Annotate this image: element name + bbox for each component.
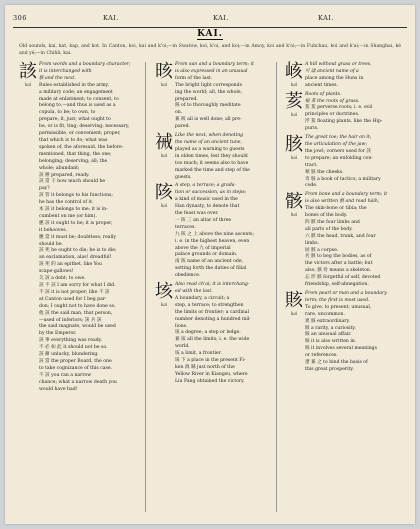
definition-line: this great prosperity. xyxy=(305,366,354,372)
entry-romanization: kai xyxy=(24,82,32,87)
entry-character xyxy=(17,62,39,394)
definition-line: 賅 it is also written in. xyxy=(305,339,357,345)
definition-line: Roots of plants. xyxy=(305,91,342,97)
entry-character xyxy=(153,183,175,280)
definition-line: 兼 垓 all the limits; i. e. the wide xyxy=(175,337,250,343)
entry-character xyxy=(283,135,305,190)
definition-line: 賅 an unusual affair. xyxy=(305,332,352,338)
definition-line: 駭 and the next. xyxy=(39,75,76,81)
definition-line: term; the first is most used. xyxy=(305,297,370,303)
entry-glyph: 該 xyxy=(19,61,37,82)
definition-line: 一 陔 三 an altar of three xyxy=(175,217,232,223)
definition-line: 忘 形 骸 forgetful of self, devoted xyxy=(305,275,381,281)
entry-character xyxy=(283,291,305,374)
header-rule xyxy=(13,27,407,28)
definition-line: prepared. xyxy=(175,96,198,102)
definition-line: it behooves. xyxy=(39,227,68,233)
dictionary-page xyxy=(5,5,415,524)
definition-line: principles or doctrines. xyxy=(305,112,360,118)
definition-line: tract. xyxy=(305,162,318,168)
definition-line: 荄 荄 perverse roots; i. e. evil xyxy=(305,105,373,111)
dictionary-entry xyxy=(283,291,401,374)
definition-line: 本 該 it belongs to me; it is in- xyxy=(39,207,108,213)
entry-glyph: 賅 xyxy=(285,290,303,311)
definition-line: setting forth the duties of filial xyxy=(175,266,247,272)
entry-character xyxy=(283,62,305,90)
definition-line: ancient times. xyxy=(305,82,338,88)
definition-line: Like the next, when denoting xyxy=(175,133,244,139)
definition-line: the articulation of the jaw; xyxy=(305,141,368,147)
definition-line: 欠 該 a debt; to owe. xyxy=(39,276,86,282)
definition-line: copula, to be; to own, to xyxy=(39,110,96,116)
entry-character xyxy=(283,92,305,133)
definition-line: 遼 兼 之 to bind the basis of xyxy=(305,360,368,366)
definition-line: above the 九 of imperial xyxy=(175,245,231,251)
dictionary-entry xyxy=(283,62,401,90)
entry-glyph: 胲 xyxy=(285,134,303,156)
entry-romanization: kai xyxy=(290,311,298,316)
definition-line: 名 骸 to beg the bodies, as of xyxy=(305,254,372,260)
definition-line: 該 死 的 an epithet, like You xyxy=(39,262,102,268)
dictionary-entry xyxy=(153,62,271,131)
definition-line: —used of inferiors; 該 兵 該 xyxy=(39,317,102,323)
definition-line: an exclamation, alas! dreadful! xyxy=(39,255,112,261)
definition-line: i. e. in the highest heaven, even xyxy=(175,238,250,244)
definition-line: Also read ch'ai; it is interchang- xyxy=(175,282,250,288)
definition-line: 奇 胲 a book of tactics; a military xyxy=(305,176,381,182)
entry-definition xyxy=(305,291,401,374)
column-1 xyxy=(17,62,135,396)
definition-line: limbs. xyxy=(305,240,320,246)
definition-line: all parts of the body. xyxy=(305,226,353,232)
definition-line: to take cognizance of this case. xyxy=(39,365,113,371)
definition-line: is also expressed in an unusual xyxy=(175,68,248,74)
definition-line: 垓 下 a place in the present Fi- xyxy=(175,358,246,364)
definition-line: From bone and a boundary term; it xyxy=(305,192,388,198)
definition-line: 不 該 it is not proper; like 不 該 xyxy=(39,289,110,295)
definition-line: 屍 骸 a corpse. xyxy=(305,247,339,253)
definition-line: the victors after a battle; but xyxy=(305,261,373,267)
definition-line: 異 賅 extraordinary. xyxy=(305,318,350,324)
entry-character xyxy=(153,282,175,386)
dictionary-entry xyxy=(283,135,401,190)
entry-definition xyxy=(175,62,271,131)
entry-romanization: kai xyxy=(290,155,298,161)
section-title xyxy=(5,29,415,40)
definition-line: belong to,—and thus is used as a xyxy=(39,103,116,109)
entry-glyph: 峐 xyxy=(285,61,303,82)
dictionary-entry xyxy=(17,62,135,394)
definition-line: whole; abundant; xyxy=(39,165,80,171)
definition-line: don; I ought not to have done so. xyxy=(39,303,116,309)
definition-line: ken 滇 縣 just north of the xyxy=(175,364,235,370)
definition-line: made at enlistment; to consent, to xyxy=(39,96,119,102)
definition-line: obedience. xyxy=(175,273,201,279)
definition-line: 該 死 he ought to die; he is to die; xyxy=(39,248,117,254)
dictionary-entry xyxy=(153,133,271,181)
definition-line: played as a warning to guests xyxy=(175,146,245,152)
dictionary-entry xyxy=(283,92,401,133)
entry-glyph: 祴 xyxy=(155,132,173,154)
definition-line: spoken of, the aforesaid, the before- xyxy=(39,144,124,150)
entry-definition xyxy=(305,135,401,190)
entry-definition xyxy=(305,62,401,90)
definition-line: rare, uncommon. xyxy=(305,311,345,317)
entry-definition xyxy=(305,192,401,289)
column-divider xyxy=(276,62,277,512)
definition-line: place among the Huns in xyxy=(305,75,364,81)
definition-line: 九 陔 之 上 above the nine ascents; xyxy=(175,231,255,237)
definition-line: ing the world; all, the whole, xyxy=(175,89,243,95)
entry-glyph: 骸 xyxy=(285,191,303,213)
dictionary-entry xyxy=(283,192,401,289)
definition-line: 頰 胲 the cheeks. xyxy=(305,169,344,175)
definition-line: to prepare; an enfolding con- xyxy=(305,155,373,161)
dictionary-entry xyxy=(153,183,271,280)
definition-line: 賅 it involves several meanings xyxy=(305,346,377,352)
definition-line: that which is to do; what was xyxy=(39,137,108,143)
entry-romanization: kai xyxy=(160,302,168,308)
definition-line: palace grounds or domain. xyxy=(175,252,238,258)
definition-line: 南 陔 name of an ancient ode, xyxy=(175,259,244,265)
definition-line: guests. xyxy=(175,174,192,180)
definition-line: at Canton used for I beg par- xyxy=(39,296,107,302)
definition-line: a military code; an engagement xyxy=(39,89,113,95)
entry-glyph: 陔 xyxy=(155,182,173,204)
entry-romanization: kai xyxy=(160,82,168,87)
section-title-text: KAI. xyxy=(197,29,223,39)
definition-line: the said magnate, would be used xyxy=(39,324,116,330)
definition-line: Han dynasty, to denote that xyxy=(175,204,240,210)
definition-line: 垓 a degree; a step or ledge. xyxy=(175,330,241,336)
definition-line: be, or is fit, ting; deserving; necessary, xyxy=(39,124,130,130)
definition-line: cumbent on me (or him). xyxy=(39,213,97,219)
definition-line: step, a terrace; to strengthen xyxy=(175,302,244,308)
definition-line: 浮 荄 floating plants, like the Hip- xyxy=(305,119,383,125)
definition-line: lions. xyxy=(175,323,188,329)
definition-line: From words and a boundary character; it is interchanged with xyxy=(39,62,131,74)
definition-line: world. xyxy=(175,344,190,350)
definition-line: To give, to present; unusual, xyxy=(305,304,372,310)
definition-line: on. xyxy=(175,110,183,116)
definition-line: 晐 of to thoroughly meditate xyxy=(175,103,241,109)
definition-line: 該 漸 unlucky, blundering. xyxy=(39,352,99,358)
definition-line: 不 該 you ran a narrow xyxy=(39,372,92,378)
definition-line: 賅 a rarity, a curiosity. xyxy=(305,325,356,331)
definition-line: 該 不 該 I am sorry for what I did. xyxy=(39,283,116,288)
definition-line: puris. xyxy=(305,126,319,132)
definition-line: From sun and a boundary term; it xyxy=(175,62,254,67)
entry-definition xyxy=(175,133,271,181)
definition-line: or references. xyxy=(305,353,338,359)
definition-line: 六 骸 the head, trunk, and four xyxy=(305,233,376,239)
dictionary-entry xyxy=(153,282,271,386)
definition-line: The bright light corresponds xyxy=(175,82,242,88)
definition-line: The skin-bone or tibia; the xyxy=(305,206,367,212)
entry-romanization: kai xyxy=(290,82,298,87)
definition-line: marked the time and step of the xyxy=(175,167,250,173)
entry-definition xyxy=(305,92,401,133)
definition-line: by the Emperor. xyxy=(39,331,77,337)
definition-line: 應 當 it must be; doubtless; really xyxy=(39,234,117,240)
definition-line: 該 當 the proper Board, the one xyxy=(39,358,112,364)
definition-line: the limits or frontier; a cardinal xyxy=(175,309,249,315)
definition-line: pared. xyxy=(175,124,190,130)
definition-line: Yellow River in Kiangsu, where xyxy=(175,371,248,377)
definition-line: 四 骸 the four limbs and xyxy=(305,219,360,225)
definition-line: The great toe; the hair on it; xyxy=(305,135,372,141)
definition-line: 該 事 everything was ready. xyxy=(39,338,103,344)
entry-romanization: kai xyxy=(160,203,168,209)
definition-line: A boundary, a circuit; a xyxy=(175,295,230,301)
definition-line: should be. xyxy=(39,241,64,247)
header-col1: KAI. xyxy=(103,14,119,22)
column-2 xyxy=(153,62,271,388)
running-header xyxy=(13,14,407,26)
definition-line: 根 荄 the roots of grass. xyxy=(305,98,360,104)
page-number: 306 xyxy=(13,14,27,22)
definition-line: From pearl or man and a boundary xyxy=(305,291,387,296)
entry-romanization: hai xyxy=(290,212,298,218)
definition-line: A hill without grass or trees. xyxy=(305,62,372,67)
definition-line: Rules established in the army, xyxy=(39,82,110,88)
definition-line: A step, a terrace; a grada- xyxy=(175,183,237,189)
definition-line: 不 必 如 此 it should not be so. xyxy=(39,345,108,351)
definition-line: tion or succession, as in steps; xyxy=(175,190,247,196)
entry-romanization: kai xyxy=(160,153,168,159)
entry-romanization: kai xyxy=(290,111,298,117)
definition-line: friendship, self-abnegation. xyxy=(305,282,369,288)
definition-line: scape-gallows! xyxy=(39,269,74,275)
definition-line: terraces. xyxy=(175,224,196,230)
column-divider xyxy=(145,62,146,512)
definition-line: 該 管 it belongs to his functions; xyxy=(39,193,113,199)
definition-line: 該 辦 prepared, ready. xyxy=(39,172,90,178)
definition-line: pay? xyxy=(39,186,50,192)
definition-line: 該 當 干 how much should be xyxy=(39,179,106,185)
definition-line: he has the control of it. xyxy=(39,200,94,206)
definition-line: the jowl; corners used for 該 xyxy=(305,148,371,154)
definition-line: form of the last. xyxy=(175,75,213,81)
definition-line: 應 該 it ought to be; it is proper, xyxy=(39,220,113,226)
definition-line: chance; what a narrow death you xyxy=(39,379,117,385)
definition-line: in olden times, lest they should xyxy=(175,153,248,159)
entry-character xyxy=(153,62,175,131)
definition-line: code. xyxy=(305,183,318,189)
old-sounds-note: Old sounds, kai, kat, kap, and kot. In Canton, koi, kai and k'oi;—in Swatow, koi, k'oi, and koi;—in Amoy, koi and k'oi;—in Fuhchau, koi and k'ai;—in Shanghai, ké and yé;—in Chihli, kai. xyxy=(19,44,401,56)
definition-line: 可 諡 ancient name of a xyxy=(305,68,359,74)
entry-character xyxy=(153,133,175,181)
entry-definition xyxy=(39,62,135,394)
definition-line: 他 該 the said man, that person, xyxy=(39,310,113,316)
definition-line: Liu Pang obtained the victory. xyxy=(175,378,245,384)
definition-line: belonging; deserving; all; the xyxy=(39,158,108,164)
definition-line: would have had! xyxy=(39,386,78,392)
entry-glyph: 荄 xyxy=(285,90,303,112)
entry-definition xyxy=(175,183,271,280)
definition-line: the feast was over. xyxy=(175,211,219,217)
entry-glyph: 垓 xyxy=(155,281,173,303)
definition-line: number denoting a hundred mil- xyxy=(175,316,251,322)
definition-line: permissible, or convenient; proper, xyxy=(39,131,121,137)
definition-line: the name of an ancient tune, xyxy=(175,139,242,145)
definition-line: mentioned, that thing, the one; xyxy=(39,151,112,157)
header-col3: KAI. xyxy=(318,14,334,22)
header-col2: KAI. xyxy=(213,14,229,22)
definition-line: bones of the body. xyxy=(305,213,348,219)
definition-line: too much; it seems also to have xyxy=(175,160,249,166)
definition-line: ed with the last. xyxy=(175,289,213,294)
entry-glyph: 晐 xyxy=(155,61,173,82)
definition-line: also, 骸 骨 means a skeleton. xyxy=(305,268,372,274)
definition-line: prepare; it, just; what ought to xyxy=(39,117,111,123)
entry-definition xyxy=(175,282,271,386)
definition-line: a kind of music used in the xyxy=(175,197,238,203)
definition-line: is also written 骸 and read hàih, xyxy=(305,199,380,205)
column-3 xyxy=(283,62,401,376)
entry-character xyxy=(283,192,305,289)
definition-line: 垓 a limit, a frontier. xyxy=(175,351,222,357)
definition-line: 兼 晐 all is well done; all pre- xyxy=(175,117,242,123)
